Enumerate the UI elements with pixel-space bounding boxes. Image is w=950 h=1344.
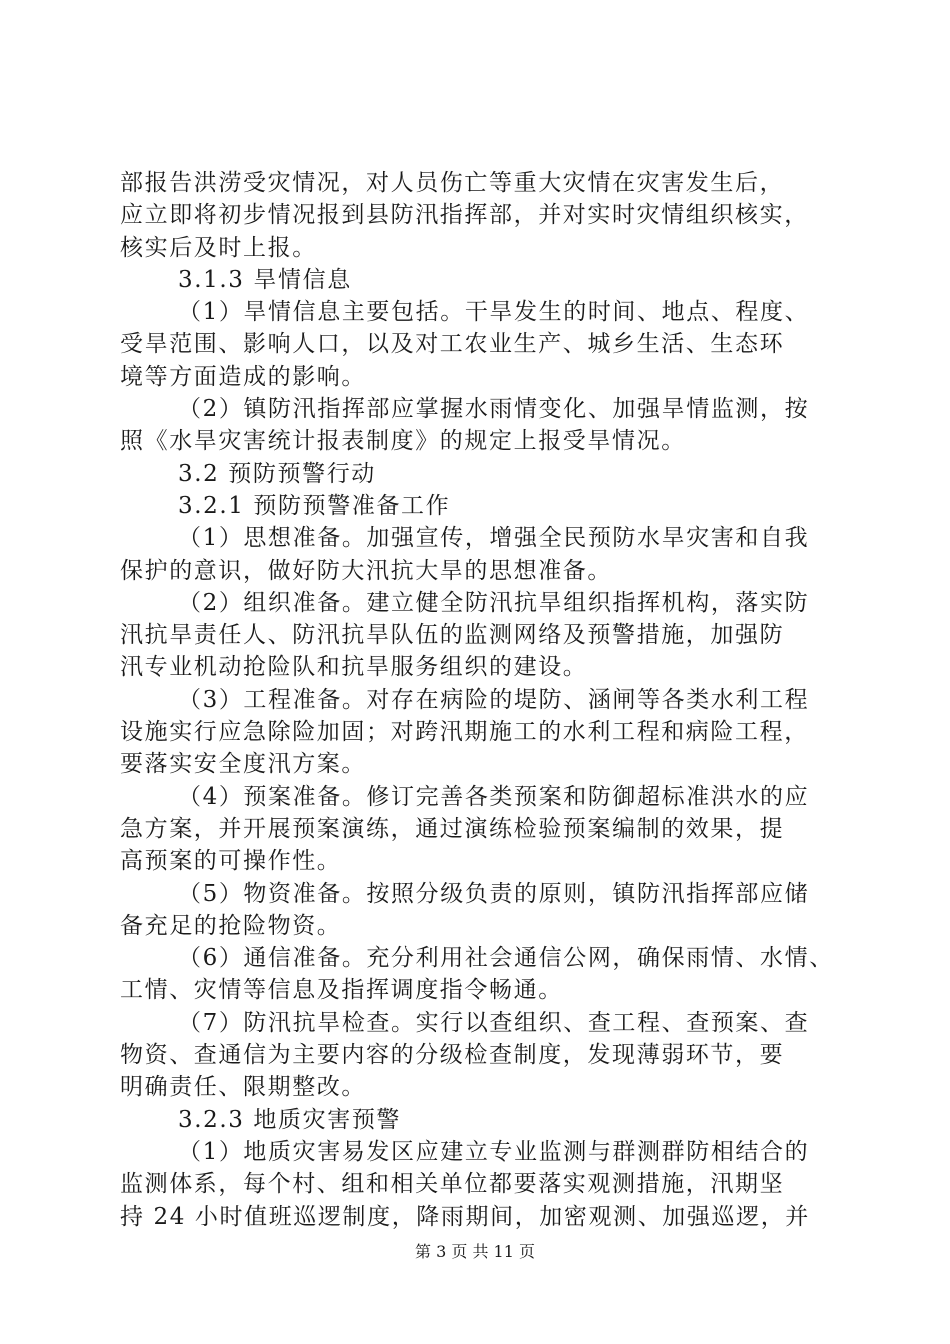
- text-line: 明确责任、限期整改。: [120, 1074, 366, 1101]
- text-line: 备充足的抢险物资。: [120, 912, 342, 939]
- text-line: 核实后及时上报。: [120, 234, 317, 261]
- text-line: 持 24 小时值班巡逻制度，降雨期间，加密观测、加强巡逻，并: [120, 1203, 810, 1230]
- paragraph-first-line: （1）旱情信息主要包括。干旱发生的时间、地点、程度、: [178, 299, 810, 326]
- section-heading: 3.1.3 旱情信息: [178, 266, 352, 293]
- paragraph-first-line: （6）通信准备。充分利用社会通信公网，确保雨情、水情、: [178, 945, 834, 972]
- text-line: 要落实安全度汛方案。: [120, 751, 366, 778]
- paragraph-first-line: （2）组织准备。建立健全防汛抗旱组织指挥机构，落实防: [178, 589, 810, 616]
- paragraph-first-line: （1）地质灾害易发区应建立专业监测与群测群防相结合的: [178, 1138, 810, 1165]
- page-number-footer: 第 3 页 共 11 页: [415, 1242, 535, 1261]
- text-line: 应立即将初步情况报到县防汛指挥部，并对实时灾情组织核实，: [120, 202, 809, 229]
- text-line: 受旱范围、影响人口，以及对工农业生产、城乡生活、生态环: [120, 331, 785, 358]
- text-line: 境等方面造成的影响。: [120, 363, 366, 390]
- paragraph-first-line: （4）预案准备。修订完善各类预案和防御超标准洪水的应: [178, 783, 810, 810]
- text-line: 照《水旱灾害统计报表制度》的规定上报受旱情况。: [120, 428, 686, 455]
- text-line: 物资、查通信为主要内容的分级检查制度，发现薄弱环节，要: [120, 1042, 785, 1069]
- text-line: 保护的意识，做好防大汛抗大旱的思想准备。: [120, 557, 612, 584]
- section-heading: 3.2 预防预警行动: [178, 460, 376, 487]
- text-line: 汛抗旱责任人、防汛抗旱队伍的监测网络及预警措施，加强防: [120, 622, 785, 649]
- text-line: 监测体系，每个村、组和相关单位都要落实观测措施，汛期坚: [120, 1171, 785, 1198]
- text-line: 部报告洪涝受灾情况，对人员伤亡等重大灾情在灾害发生后，: [120, 170, 785, 196]
- document-body: [120, 167, 835, 1233]
- paragraph-first-line: （1）思想准备。加强宣传，增强全民预防水旱灾害和自我: [178, 525, 810, 552]
- section-heading: 3.2.1 预防预警准备工作: [178, 492, 451, 519]
- paragraph-first-line: （5）物资准备。按照分级负责的原则，镇防汛指挥部应储: [178, 880, 810, 907]
- paragraph-first-line: （7）防汛抗旱检查。实行以查组织、查工程、查预案、查: [178, 1009, 810, 1036]
- text-line: 工情、灾情等信息及指挥调度指令畅通。: [120, 977, 563, 1004]
- paragraph-first-line: （3）工程准备。对存在病险的堤防、涵闸等各类水利工程: [178, 686, 810, 713]
- text-line: 急方案，并开展预案演练，通过演练检验预案编制的效果，提: [120, 815, 785, 842]
- text-line: 汛专业机动抢险队和抗旱服务组织的建设。: [120, 654, 588, 681]
- text-line: 高预案的可操作性。: [120, 848, 342, 875]
- section-heading: 3.2.3 地质灾害预警: [178, 1106, 402, 1133]
- paragraph-first-line: （2）镇防汛指挥部应掌握水雨情变化、加强旱情监测，按: [178, 396, 810, 423]
- text-line: 设施实行应急除险加固；对跨汛期施工的水利工程和病险工程，: [120, 719, 809, 746]
